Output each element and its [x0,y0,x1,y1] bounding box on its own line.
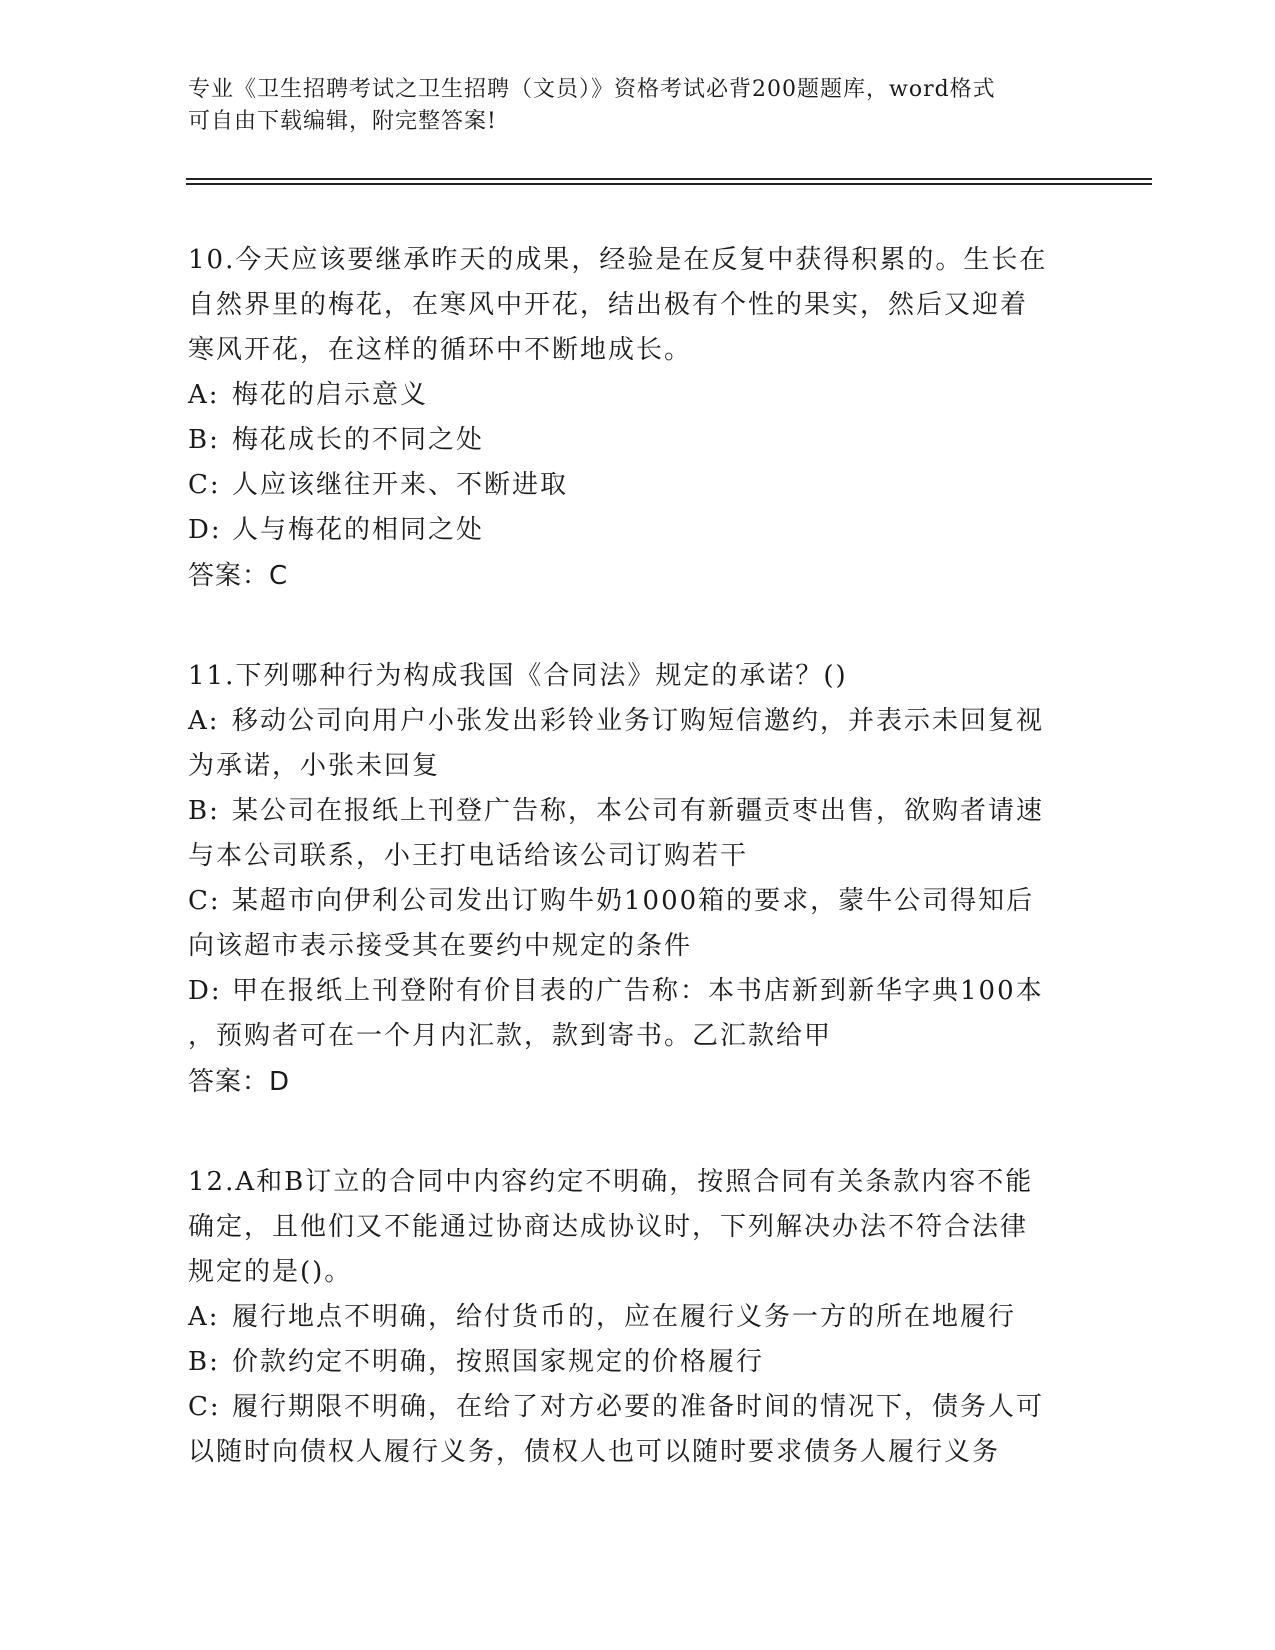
answer [188,553,1068,599]
option-b [188,1340,1068,1385]
option-label: B: [188,425,220,455]
option-label: A: [188,1302,220,1332]
answer-label: 答案： [188,1067,270,1097]
option-text: 人与梅花的相同之处 [232,515,485,545]
header-line-2: 可自由下载编辑，附完整答案! [188,109,497,134]
document-header [188,74,1068,138]
question-number: 10. [188,245,236,275]
option-c-continued: 以随时向债权人履行义务，债权人也可以随时要求债务人履行义务 [188,1437,1001,1467]
option-label: C: [188,1392,221,1422]
question-11 [188,654,1068,1105]
question-stem-line [188,1160,1068,1205]
question-stem-line: 规定的是()。 [188,1257,353,1287]
answer [188,1059,1068,1105]
option-text: 履行地点不明确，给付货币的，应在履行义务一方的所在地履行 [232,1302,1017,1332]
option-text: 甲在报纸上刊登附有价目表的广告称：本书店新到新华字典100本 [232,976,1044,1006]
option-label: D: [188,976,222,1006]
option-label: B: [188,796,220,826]
header-rule-top [186,178,1152,180]
question-stem-line: 寒风开花，在这样的循环中不断地成长。 [188,335,693,365]
header-line-1: 专业《卫生招聘考试之卫生招聘（文员）》资格考试必背200题题库，word格式 [188,77,996,102]
option-d [188,969,1068,1014]
option-b [188,789,1068,834]
answer-value: C [269,561,289,591]
option-text: 梅花的启示意义 [232,380,429,410]
question-number: 11. [188,661,236,691]
option-text: 履行期限不明确，在给了对方必要的准备时间的情况下，债务人可 [232,1392,1045,1422]
question-stem-text: 今天应该要继承昨天的成果，经验是在反复中获得积累的。生长在 [235,245,1048,275]
answer-label: 答案： [188,561,270,591]
answer-value: D [269,1067,291,1097]
option-text: 人应该继往开来、不断进取 [232,470,569,500]
question-stem-line: 确定，且他们又不能通过协商达成协议时，下列解决办法不符合法律 [188,1212,1029,1242]
option-b-continued: 与本公司联系，小王打电话给该公司订购若干 [188,841,749,871]
question-stem-line: 自然界里的梅花，在寒风中开花，结出极有个性的果实，然后又迎着 [188,290,1029,320]
question-number: 12. [188,1167,236,1197]
question-10 [188,238,1068,599]
header-rule-bottom [186,183,1152,185]
option-label: C: [188,470,221,500]
question-stem-line [188,654,1068,699]
option-c-continued: 向该超市表示接受其在要约中规定的条件 [188,931,693,961]
option-label: C: [188,886,221,916]
question-stem-line [188,238,1068,283]
option-a-continued: 为承诺，小张未回复 [188,751,441,781]
option-label: D: [188,515,222,545]
option-c [188,1385,1068,1430]
option-label: B: [188,1347,220,1377]
option-a [188,1295,1068,1340]
option-c [188,463,1068,508]
option-d [188,508,1068,553]
option-a [188,699,1068,744]
option-d-continued: ，预购者可在一个月内汇款，款到寄书。乙汇款给甲 [188,1021,833,1051]
option-text: 移动公司向用户小张发出彩铃业务订购短信邀约，并表示未回复视 [232,706,1045,736]
option-label: A: [188,380,220,410]
question-list [188,238,1068,1530]
option-a [188,373,1068,418]
option-c [188,879,1068,924]
question-stem-text: 下列哪种行为构成我国《合同法》规定的承诺？() [235,661,848,691]
option-text: 梅花成长的不同之处 [232,425,485,455]
question-stem-text: A和B订立的合同中内容约定不明确，按照合同有关条款内容不能 [235,1167,1034,1197]
option-text: 某公司在报纸上刊登广告称，本公司有新疆贡枣出售，欲购者请速 [232,796,1045,826]
option-b [188,418,1068,463]
question-12 [188,1160,1068,1475]
option-text: 价款约定不明确，按照国家规定的价格履行 [232,1347,765,1377]
option-label: A: [188,706,220,736]
option-text: 某超市向伊利公司发出订购牛奶1000箱的要求，蒙牛公司得知后 [232,886,1035,916]
